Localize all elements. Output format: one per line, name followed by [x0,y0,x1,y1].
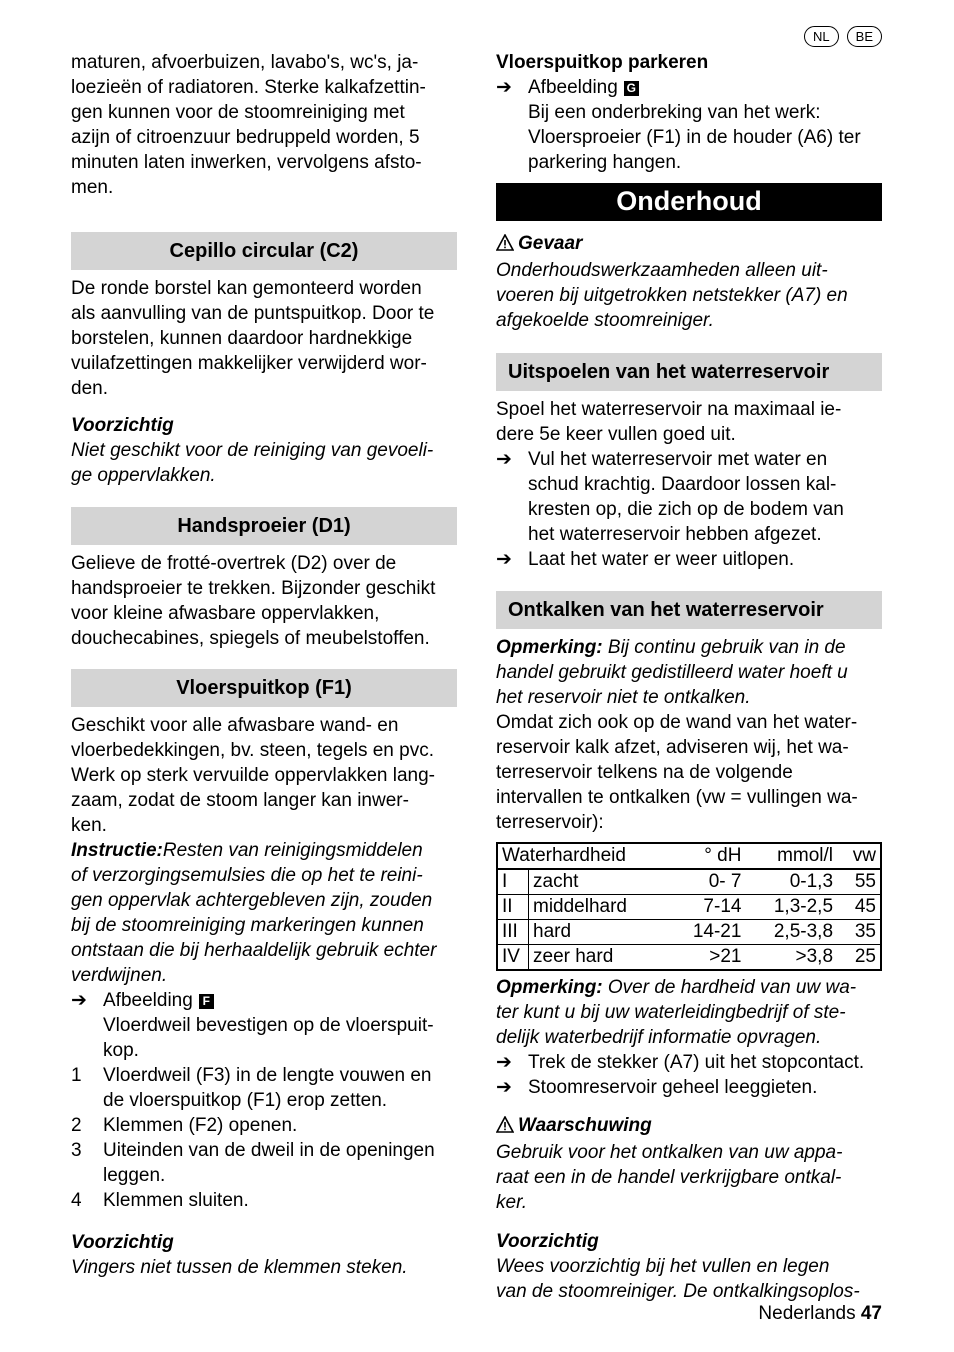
arrow-icon: ➔ [71,990,87,1011]
bullet-text: Vul het waterreservoir met water en [528,449,828,470]
step-text: Klemmen (F2) openen. [103,1115,298,1136]
text-line: als aanvulling van de puntspuitkop. Door te [71,303,435,324]
warning-triangle-icon [496,1115,518,1140]
figure-letter-badge: F [199,994,214,1009]
danger-text: Onderhoudswerkzaamheden alleen uit- [496,260,828,281]
handsproeier-body [71,551,457,651]
bullet-text: het waterreservoir hebben afgezet. [528,524,822,545]
bullet-text: Trek de stekker (A7) uit het stopcontact. [528,1052,865,1073]
text-line: den. [71,378,108,399]
bullet-text: Stoomreservoir geheel leeggieten. [528,1077,818,1098]
danger-title: Gevaar [518,233,583,254]
figure-letter-badge: G [624,81,639,96]
table-cell: 25 [837,945,881,971]
caution-title: Voorzichtig [71,1232,174,1253]
text-line: Omdat zich ook op de wand van het water- [496,712,858,733]
step-text: de vloerspuitkop (F1) erop zetten. [103,1090,388,1111]
instruction-label: Instructie: [71,840,163,861]
text-line: men. [71,177,114,198]
step-number: 4 [71,1190,82,1211]
instruction-text: Resten van reinigingsmiddelen [162,840,423,861]
section-heading-handsproeier: Handsproeier (D1) [71,507,457,545]
table-cell: hard [529,920,669,945]
figure-g-description [496,100,882,175]
bullet-item [496,1075,882,1100]
danger-text: voeren bij uitgetrokken netstekker (A7) en [496,285,848,306]
table-header-cell: ° dH [668,843,745,869]
note-text: Over de hardheid van uw wa- [602,977,857,998]
text-line: minuten laten inwerken, vervolgens afsto- [71,152,422,173]
table-row [497,920,881,945]
text-line: Gelieve de frotté-overtrek (D2) over de [71,553,397,574]
section-heading-vloerspuitkop: Vloerspuitkop (F1) [71,669,457,707]
cepillo-body [71,276,457,401]
text-line: vuilafzettingen makkelijker verwijderd wor- [71,353,427,374]
table-cell: 55 [837,869,881,895]
arrow-icon: ➔ [496,449,512,470]
caution-text: van de stoomreiniger. De ontkalkingsoplos- [496,1281,860,1302]
table-cell: 1,3-2,5 [745,895,837,920]
text-line: vloerbedekkingen, bv. steen, tegels en pvc. [71,740,434,761]
figure-label: Afbeelding [528,77,618,98]
step-text: leggen. [103,1165,166,1186]
bullet-item [496,1050,882,1075]
note-text: ter kunt u bij uw waterleidingbedrijf of ste- [496,1002,846,1023]
warning-text: raat een in de handel verkrijgbare ontkal- [496,1167,842,1188]
step-text: Klemmen sluiten. [103,1190,249,1211]
step-text: Vloerdweil (F3) in de lengte vouwen en [103,1065,432,1086]
danger-text: afgekoelde stoomreiniger. [496,310,714,331]
table-row [497,895,881,920]
note-text: handel gebruikt gedistilleerd water hoeft u [496,662,848,683]
bullet-text: Laat het water er weer uitlopen. [528,549,795,570]
table-cell: zeer hard [529,945,669,971]
lang-badge-nl: NL [804,26,839,47]
text-line: Bij een onderbreking van het werk: [528,102,821,123]
bullet-item [496,547,882,572]
note-text: het reservoir niet te ontkalken. [496,687,751,708]
text-line: voor kleine afwasbare oppervlakken, [71,603,380,624]
table-header-cell: Waterhardheid [497,843,668,869]
table-cell: middelhard [529,895,669,920]
table-cell: 0-1,3 [745,869,837,895]
left-column [71,50,457,1280]
table-header-cell: vw [837,843,881,869]
bullet-item [496,447,882,547]
page-number: 47 [860,1303,882,1324]
warning-text: ker. [496,1192,527,1213]
step-item [71,1113,457,1138]
vloerspuitkop-body [71,713,457,838]
instruction-text: verdwijnen. [71,965,168,986]
caution-title: Voorzichtig [71,415,174,436]
text-line: maturen, afvoerbuizen, lavabo's, wc's, ja- [71,52,419,73]
instruction-text: ontstaan die bij herhaaldelijk gebruik echter [71,940,437,961]
step-item [71,1188,457,1213]
text-line: dere 5e keer vullen goed uit. [496,424,736,445]
text-line: kop. [103,1040,139,1061]
text-line: borstelen, kunnen daardoor hardnekkige [71,328,413,349]
table-cell: 2,5-3,8 [745,920,837,945]
page-footer [758,1301,882,1326]
text-line: Vloerdweil bevestigen op de vloerspuit- [103,1015,434,1036]
caution-text: Vingers niet tussen de klemmen steken. [71,1257,408,1278]
table-cell: III [497,920,529,945]
intro-paragraph [71,50,457,200]
text-line: azijn of citroenzuur bedruppeld worden, 5 [71,127,420,148]
warning-triangle-icon [496,233,518,258]
lang-badge-be: BE [847,26,882,47]
bullet-text: kresten op, die zich op de bodem van [528,499,844,520]
step-text: Uiteinden van de dweil in de openingen [103,1140,435,1161]
section-heading-ontkalken: Ontkalken van het waterreservoir [496,591,882,629]
caution-title: Voorzichtig [496,1231,599,1252]
step-item [71,1063,457,1113]
table-cell: >3,8 [745,945,837,971]
table-cell: >21 [668,945,745,971]
text-line: terreservoir): [496,812,604,833]
table-cell: 0- 7 [668,869,745,895]
arrow-icon: ➔ [496,77,512,98]
table-header-row [497,843,881,869]
step-item [71,1138,457,1188]
figure-reference-f [71,988,457,1013]
note-label: Opmerking: [496,977,603,998]
text-line: reservoir kalk afzet, adviseren wij, het wa- [496,737,849,758]
table-cell: 35 [837,920,881,945]
footer-language: Nederlands [758,1303,856,1324]
figure-reference-g [496,75,882,100]
text-line: ken. [71,815,107,836]
text-line: douchecabines, spiegels of meubelstoffen. [71,628,430,649]
text-line: zaam, zodat de stoom langer kan inwer- [71,790,409,811]
note-text: Bij continu gebruik van in de [602,637,846,658]
warning-title: Waarschuwing [518,1115,652,1136]
text-line: Spoel het waterreservoir na maximaal ie- [496,399,842,420]
instruction-text: gen oppervlak achtergebleven zijn, zouden [71,890,433,911]
warning-heading [496,1113,882,1140]
text-line: Geschikt voor alle afwasbare wand- en [71,715,399,736]
step-number: 3 [71,1140,82,1161]
table-row [497,869,881,895]
text-line: intervallen te ontkalken (vw = vullingen wa- [496,787,858,808]
warning-text: Gebruik voor het ontkalken van uw appa- [496,1142,843,1163]
subheading-parkeren: Vloerspuitkop parkeren [496,52,709,73]
section-heading-uitspoelen: Uitspoelen van het waterreservoir [496,353,882,391]
step-number: 2 [71,1115,82,1136]
arrow-icon: ➔ [496,1052,512,1073]
instruction-note [71,838,457,863]
table-cell: 14-21 [668,920,745,945]
arrow-icon: ➔ [496,1077,512,1098]
note [496,975,882,1000]
text-line: Werk op sterk vervuilde oppervlakken lang- [71,765,435,786]
note [496,635,882,660]
text-line: gen kunnen voor de stoomreiniging met [71,102,405,123]
table-cell: zacht [529,869,669,895]
instruction-text: of verzorgingsemulsies die op het te reini- [71,865,423,886]
caution-text: ge oppervlakken. [71,465,216,486]
table-cell: I [497,869,529,895]
right-column [496,50,882,1304]
text-line: parkering hangen. [528,152,682,173]
step-number: 1 [71,1065,82,1086]
text-line: loezieën of radiatoren. Sterke kalkafzettin- [71,77,426,98]
chapter-heading-onderhoud: Onderhoud [496,183,882,221]
note-label: Opmerking: [496,637,603,658]
text-line: Vloersproeier (F1) in de houder (A6) ter [528,127,861,148]
section-heading-cepillo: Cepillo circular (C2) [71,232,457,270]
text-line: terreservoir telkens na de volgende [496,762,793,783]
arrow-icon: ➔ [496,549,512,570]
water-hardness-table [496,842,882,971]
text-line: handsproeier te trekken. Bijzonder geschikt [71,578,436,599]
language-badges [804,26,882,47]
table-cell: 45 [837,895,881,920]
figure-f-description [71,1013,457,1063]
table-cell: 7-14 [668,895,745,920]
note-text: delijk waterbedrijf informatie opvragen. [496,1027,822,1048]
instruction-text: bij de stoomreiniging markeringen kunnen [71,915,424,936]
figure-label: Afbeelding [103,990,193,1011]
table-header-cell: mmol/l [745,843,837,869]
table-cell: IV [497,945,529,971]
table-row [497,945,881,971]
table-cell: II [497,895,529,920]
danger-heading [496,231,882,258]
caution-text: Wees voorzichtig bij het vullen en legen [496,1256,830,1277]
bullet-text: schud krachtig. Daardoor lossen kal- [528,474,837,495]
caution-text: Niet geschikt voor de reiniging van gevoeli- [71,440,434,461]
text-line: De ronde borstel kan gemonteerd worden [71,278,422,299]
uitspoelen-body [496,397,882,447]
